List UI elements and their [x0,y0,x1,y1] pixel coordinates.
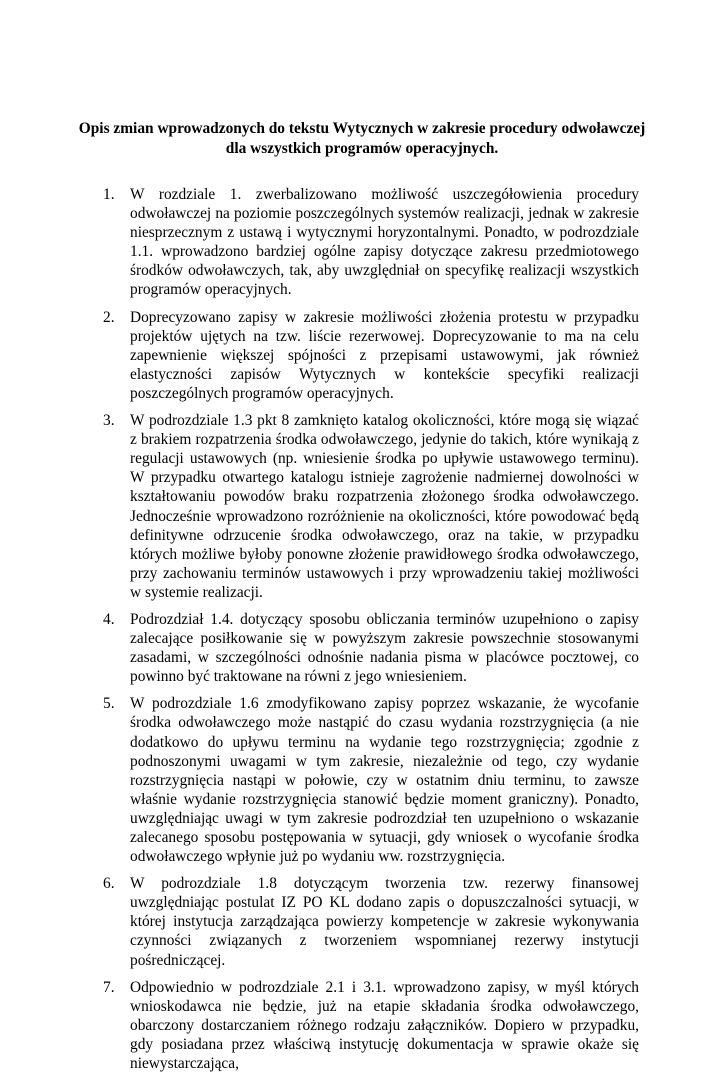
list-item [103,874,639,969]
list-item [103,308,639,403]
list-item-text: Doprecyzowano zapisy w zakresie możliwości złożenia protestu w przypadku projektów ujętych na tzw. liście rezerwowej. Doprecyzowanie to ma na celu zapewnienie większej spójności z przepisami ustawowymi, jak również elastyczności zapisów Wytycznych w kontekście specyfiki realizacji poszczególnych programów operacyjnych. [130,308,639,402]
document-title [60,119,664,159]
list-item [103,694,639,866]
list-item-number: 2. [103,308,115,326]
list-item-number: 1. [103,186,115,203]
list-item-number: 3. [103,412,115,430]
list-item-number: 5. [103,695,115,713]
list-item-number: 7. [103,978,115,996]
list-item [103,978,639,1073]
title-line-2: dla wszystkich programów operacyjnych. [225,140,499,157]
list-item [103,610,639,686]
list-item-number: 6. [103,875,115,893]
list-item-text: Odpowiednio w podrozdziale 2.1 i 3.1. wprowadzono zapisy, w myśl których wnioskodawca nie będzie, już na etapie składania środka odwoławczego, obarczony dostarczaniem różnego rodzaju załączników. Dopiero w przypadku, gdy posiadana przez właściwą instytucję dokumentacja w sprawie okaże się niewystarczająca, [130,978,639,1073]
list-item-text: W rozdziale 1. zwerbalizowano możliwość uszczegółowienia procedury odwoławczej na poziomie poszczególnych systemów realizacji, jednak w zakresie niesprzecznym z ustawą i wytycznymi horyzontalnymi. Ponadto, w podrozdziale 1.1. wprowadzono bardziej ogólne zapisy dotyczące zakresu przedmiotowego środków odwoławczych, tak, aby uwzględniał on specyfikę realizacji wszystkich programów operacyjnych. [130,186,639,299]
list-item [103,185,639,300]
changes-list [103,185,639,1081]
list-item [103,411,639,602]
list-item-text: W podrozdziale 1.8 dotyczącym tworzenia tzw. rezerwy finansowej uwzględniając postulat IZ PO KL dodano zapis o dopuszczalności sytuacji, w której instytucja zarządzająca powierzy kompetencje w zakresie wykonywania czynności związanych z tworzeniem wspomnianej rezerwy instytucji pośredniczącej. [130,875,639,969]
list-item-text: Podrozdział 1.4. dotyczący sposobu obliczania terminów uzupełniono o zapisy zalecające posiłkowanie się w powyższym zakresie powszechnie stosowanymi zasadami, w szczególności odnośnie nadania pisma w placówce pocztowej, co powinno być traktowane na równi z jego wniesieniem. [130,610,639,686]
list-item-number: 4. [103,610,115,628]
title-line-1: Opis zmian wprowadzonych do tekstu Wytycznych w zakresie procedury odwoławczej [78,120,646,137]
list-item-text: W podrozdziale 1.6 zmodyfikowano zapisy poprzez wskazanie, że wycofanie środka odwoławczego może nastąpić do czasu wydania rozstrzygnięcia (a nie dodatkowo do upływu terminu na wydanie tego rozstrzygnięcia; zgodnie z podnoszonymi uwagami w tym zakresie, niezależnie od tego, czy wydanie rozstrzygnięcia nastąpi w połowie, czy w ostatnim dniu terminu, to zawsze właśnie wydanie rozstrzygnięcia stanowić będzie moment graniczny). Ponadto, uwzględniając uwagi w tym zakresie podrozdział ten uzupełniono o wskazanie zalecanego sposobu postępowania w sytuacji, gdy wniosek o wycofanie środka odwoławczego wpłynie już po wydaniu ww. rozstrzygnięcia. [130,695,639,866]
list-item-text: W podrozdziale 1.3 pkt 8 zamknięto katalog okoliczności, które mogą się wiązać z brakiem rozpatrzenia środka odwoławczego, jedynie do takich, które wynikają z regulacji ustawowych (np. wniesienie środka po upływie ustawowego terminu). W przypadku otwartego katalogu istnieje zagrożenie nadmiernej dowolności w kształtowaniu powodów braku rozpatrzenia złożonego środka odwoławczego. Jednocześnie wprowadzono rozróżnienie na okoliczności, które powodować będą definitywne odrzucenie środka odwoławczego, oraz na takie, w przypadku których możliwe byłoby ponowne złożenie prawidłowego środka odwoławczego, przy zachowaniu terminów ustawowych i przy wprowadzeniu takiej możliwości w systemie realizacji. [130,412,639,601]
